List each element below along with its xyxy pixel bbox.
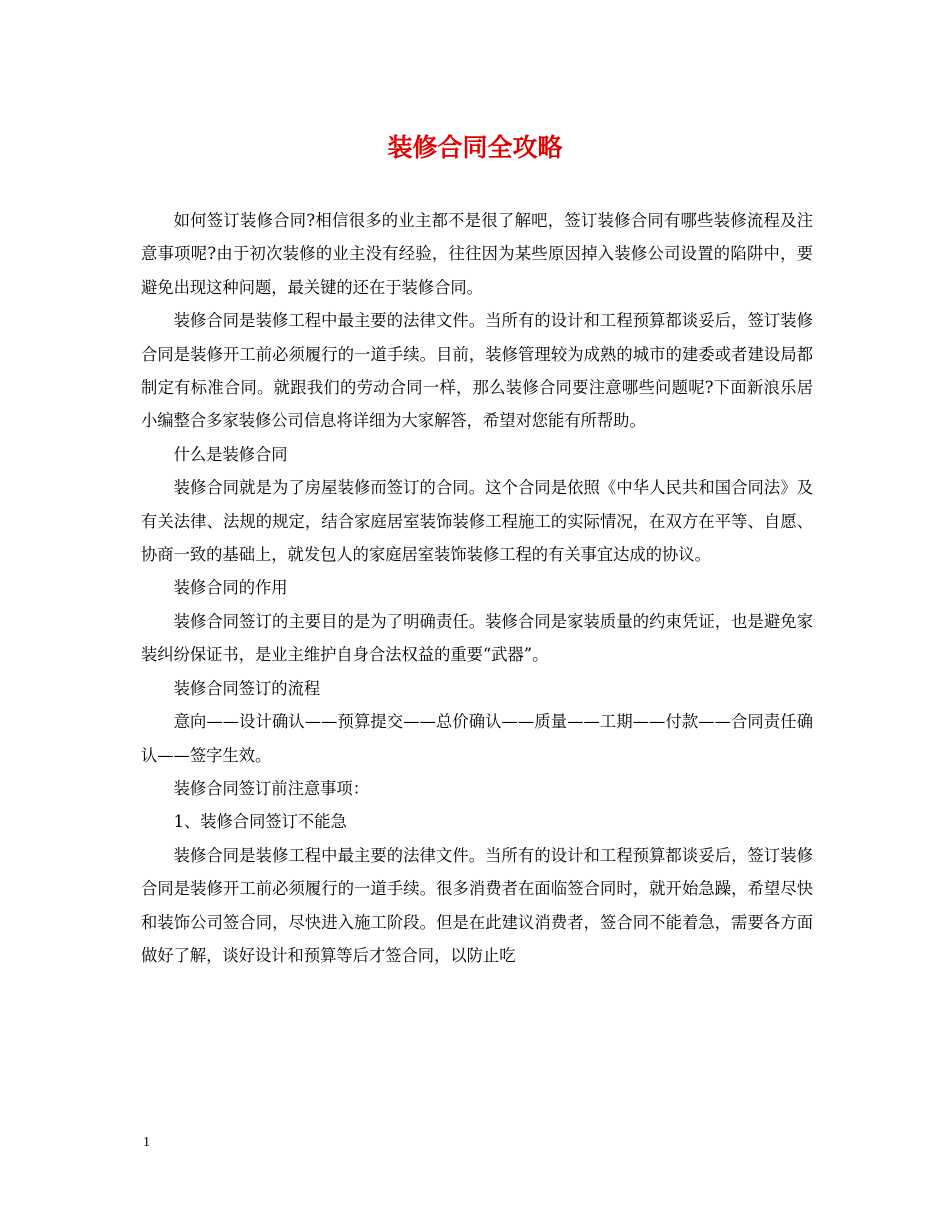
heading-precautions: 装修合同签订前注意事项： — [173, 778, 369, 798]
document-title: 装修合同全攻略 — [387, 133, 563, 162]
document-body — [141, 204, 813, 972]
heading-signing-process: 装修合同签订的流程 — [173, 678, 321, 698]
paragraph-contract-function: 装修合同签订的主要目的是为了明确责任。装修合同是家装质量的约束凭证，也是避免家装纠纷保证书，是业主维护自身合法权益的重要“武器”。 — [141, 611, 813, 665]
paragraph-signing-process: 意向——设计确认——预算提交——总价确认——质量——工期——付款——合同责任确认——签字生效。 — [141, 712, 813, 765]
paragraph-contract-definition: 装修合同就是为了房屋装修而签订的合同。这个合同是依照《中华人民共和国合同法》及有关法律、法规的规定，结合家庭居室装饰装修工程施工的实际情况，在双方在平等、自愿、协商一致的基础上，就发包人的家庭居室装饰装修工程的有关事宜达成的协议。 — [141, 478, 813, 565]
page-number: 1 — [143, 1135, 150, 1150]
paragraph-intro: 如何签订装修合同?相信很多的业主都不是很了解吧，签订装修合同有哪些装修流程及注意事项呢?由于初次装修的业主没有经验，往往因为某些原因掉入装修公司设置的陷阱中，要避免出现这种问题，最关键的还在于装修合同。 — [141, 211, 813, 297]
heading-contract-function: 装修合同的作用 — [173, 578, 288, 598]
paragraph-contract-importance: 装修合同是装修工程中最主要的法律文件。当所有的设计和工程预算都谈妥后，签订装修合同是装修开工前必须履行的一道手续。目前，装修管理较为成熟的城市的建委或者建设局都制定有标准合同。就跟我们的劳动合同一样，那么装修合同要注意哪些问题呢?下面新浪乐居小编整合多家装修公司信息将详细为大家解答，希望对您能有所帮助。 — [141, 311, 813, 431]
heading-what-is-contract: 什么是装修合同 — [173, 444, 288, 464]
heading-precaution-1: 1、装修合同签订不能急 — [173, 812, 347, 832]
paragraph-precaution-1: 装修合同是装修工程中最主要的法律文件。当所有的设计和工程预算都谈妥后，签订装修合同是装修开工前必须履行的一道手续。很多消费者在面临签合同时，就开始急躁，希望尽快和装饰公司签合同，尽快进入施工阶段。但是在此建议消费者，签合同不能着急，需要各方面做好了解，谈好设计和预算等后才签合同，以防止吃 — [141, 845, 813, 965]
